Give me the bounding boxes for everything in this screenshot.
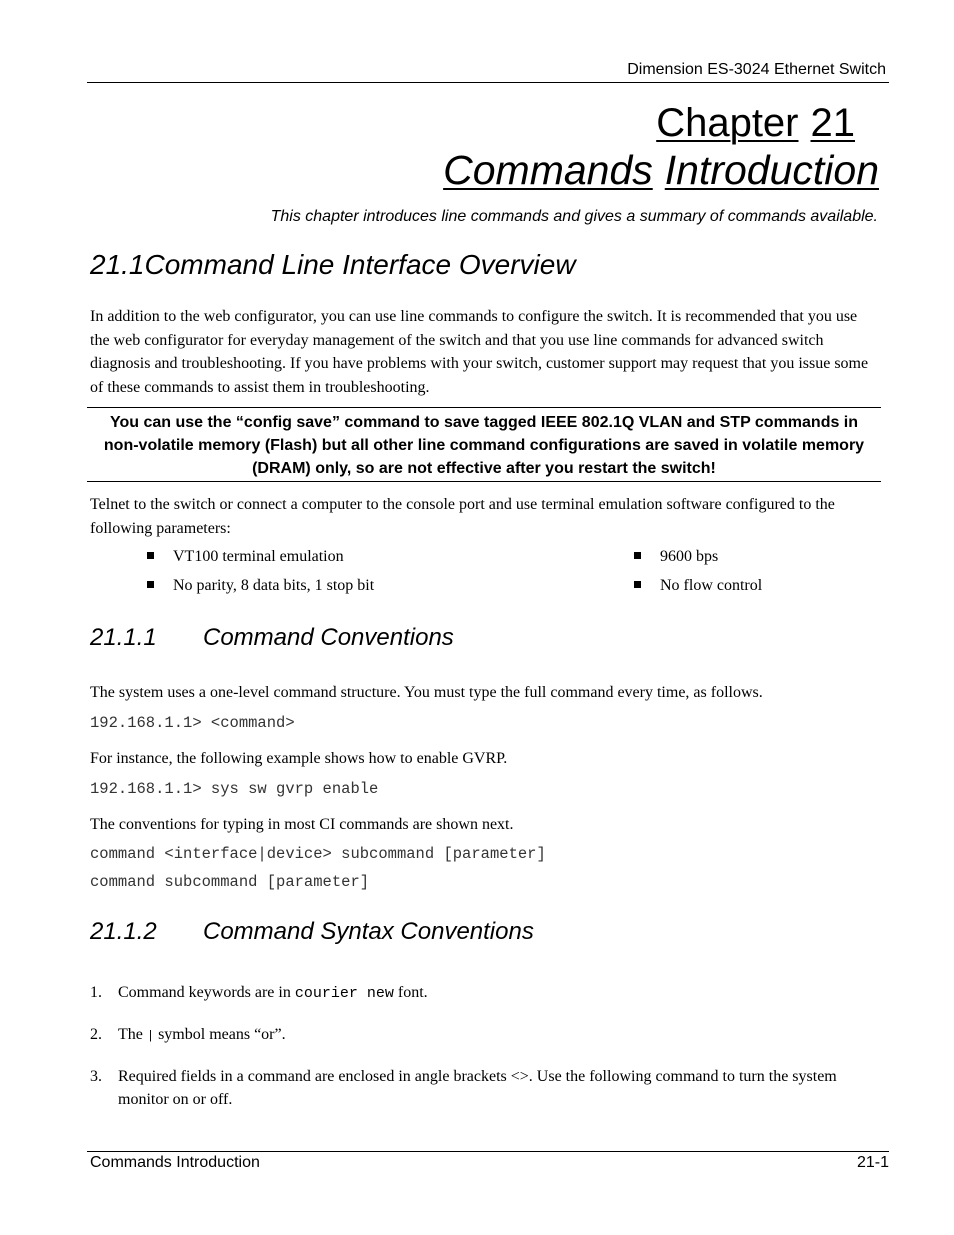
- footer-chapter-title: Commands Introduction: [90, 1154, 260, 1171]
- telnet-paragraph: Telnet to the switch or connect a computer to the console port and use terminal emulation software configured to the following parameters:: [90, 496, 835, 537]
- conventions-paragraph-1: The system uses a one-level command structure. You must type the full command every time, as follows.: [90, 684, 763, 701]
- header-rule: [87, 82, 889, 83]
- bullet-icon: [147, 581, 154, 588]
- parameter-item: No flow control: [634, 577, 762, 595]
- running-header: Dimension ES-3024 Ethernet Switch: [627, 61, 886, 78]
- list-number: 3.: [90, 1068, 102, 1085]
- chapter-title-word-1: Commands: [443, 147, 653, 193]
- syntax-list-item: [90, 1023, 890, 1047]
- chapter-intro: This chapter introduces line commands and gives a summary of commands available.: [270, 208, 878, 225]
- section-title: Command Line Interface Overview: [144, 249, 576, 280]
- chapter-title: [443, 145, 879, 195]
- list-number: 1.: [90, 984, 102, 1001]
- note-text: You can use the “config save” command to save tagged IEEE 802.1Q VLAN and STP commands in non-volatile memory (Flash) but all other line command configurations are saved in volatile memory (DRAM) only, so are not effective after you restart the switch!: [103, 414, 865, 477]
- parameter-item: VT100 terminal emulation: [147, 548, 344, 566]
- section-heading-21-1-1: [90, 624, 454, 652]
- chapter-title-word-2: Introduction: [664, 147, 879, 193]
- section-heading-21-1: [90, 249, 576, 281]
- code-example-3: command <interface|device> subcommand [parameter]: [90, 845, 546, 863]
- conventions-paragraph-2: For instance, the following example shows how to enable GVRP.: [90, 750, 508, 767]
- syntax-list-item: [90, 1065, 890, 1113]
- chapter-number: 21: [810, 101, 855, 145]
- parameter-item: No parity, 8 data bits, 1 stop bit: [147, 577, 374, 595]
- bullet-icon: [634, 552, 641, 559]
- syntax-list-item: [90, 981, 890, 1005]
- list-text: The | symbol means “or”.: [118, 1026, 286, 1043]
- conventions-paragraph-3: The conventions for typing in most CI commands are shown next.: [90, 816, 514, 833]
- inline-code: courier new: [294, 985, 394, 1002]
- page-number: 21-1: [856, 1154, 889, 1171]
- list-text: Command keywords are in courier new font.: [118, 984, 428, 1002]
- section-number: 21.1: [90, 249, 145, 280]
- inline-code: |: [146, 1029, 155, 1043]
- list-text: Required fields in a command are enclosed in angle brackets <>. Use the following command to turn the system monitor on or off.: [118, 1068, 837, 1108]
- subsection-number: 21.1.1: [90, 624, 157, 651]
- subsection-number: 21.1.2: [90, 918, 157, 945]
- chapter-word: Chapter: [656, 101, 799, 145]
- subsection-title: Command Syntax Conventions: [203, 918, 534, 945]
- code-example-1: 192.168.1.1> <command>: [90, 714, 295, 732]
- chapter-label: [656, 99, 855, 147]
- bullet-icon: [634, 581, 641, 588]
- note-box: [87, 407, 881, 482]
- section-heading-21-1-2: [90, 918, 534, 946]
- subsection-title: Command Conventions: [203, 624, 454, 651]
- footer-rule: [87, 1151, 889, 1152]
- list-number: 2.: [90, 1026, 102, 1043]
- code-example-2: 192.168.1.1> sys sw gvrp enable: [90, 780, 379, 798]
- bullet-icon: [147, 552, 154, 559]
- cli-overview-paragraph: In addition to the web configurator, you can use line commands to configure the switch. It is recommended that you use the web configurator for everyday management of the switch and that you use line commands for advanced switch diagnosis and troubleshooting. If you have problems with your switch, customer support may request that you issue some of these commands to assist them in troubleshooting.: [90, 308, 869, 396]
- parameter-item: 9600 bps: [634, 548, 718, 566]
- code-example-4: command subcommand [parameter]: [90, 873, 370, 891]
